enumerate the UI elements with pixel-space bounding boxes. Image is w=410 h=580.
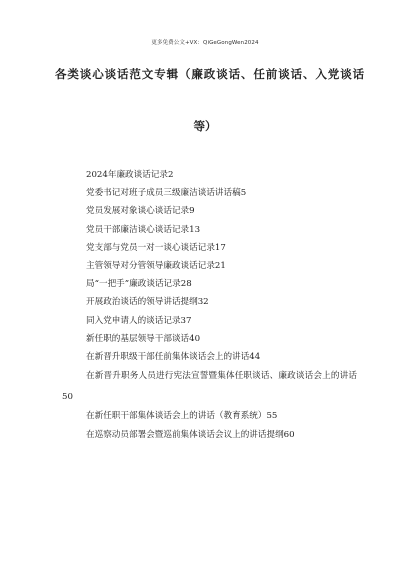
toc-entry[interactable]: 2024年廉政谈话记录2 [86, 170, 174, 180]
toc-entry[interactable]: 新任职的基层领导干部谈话40 [86, 333, 201, 344]
toc-entry[interactable]: 党员干部廉洁谈心谈话记录13 [86, 224, 201, 235]
toc-entry[interactable]: 开展政治谈话的领导讲话提纲32 [86, 297, 209, 308]
toc-entry[interactable]: 在新晋升职级干部任前集体谈话会上的讲话44 [86, 351, 261, 362]
toc-entry[interactable]: 党委书记对班子成员三级廉洁谈话讲话稿5 [86, 188, 247, 199]
toc-entry[interactable]: 在新任职干部集体谈话会上的讲话（教育系统）55 [86, 411, 278, 422]
toc-entry[interactable]: 在新晋升职务人员进行宪法宣誓暨集体任职谈话、廉政谈话会上的讲话50 [62, 371, 357, 402]
toc-entry[interactable]: 主管领导对分管领导廉政谈话记录21 [86, 260, 226, 271]
toc-entry[interactable]: 在巡察动员部署会暨巡前集体谈话会议上的讲话提纲60 [86, 430, 295, 441]
document-title-continued: 等） [193, 119, 217, 133]
toc-entry[interactable]: 党员发展对象谈心谈话记录9 [86, 206, 195, 217]
toc-entry[interactable]: 同入党申请人的谈话记录37 [86, 315, 192, 326]
toc-entry[interactable]: 党支部与党员一对一谈心谈话记录17 [86, 242, 226, 253]
table-of-contents [62, 166, 357, 446]
document-title: 各类谈心谈话范文专辑（廉政谈话、任前谈话、入党谈话 [55, 67, 365, 81]
header-note: 更多免费公文+VX：QiGeGongWen2024 [151, 40, 259, 46]
toc-entry[interactable]: 局“一把手”廉政谈话记录28 [86, 279, 192, 290]
